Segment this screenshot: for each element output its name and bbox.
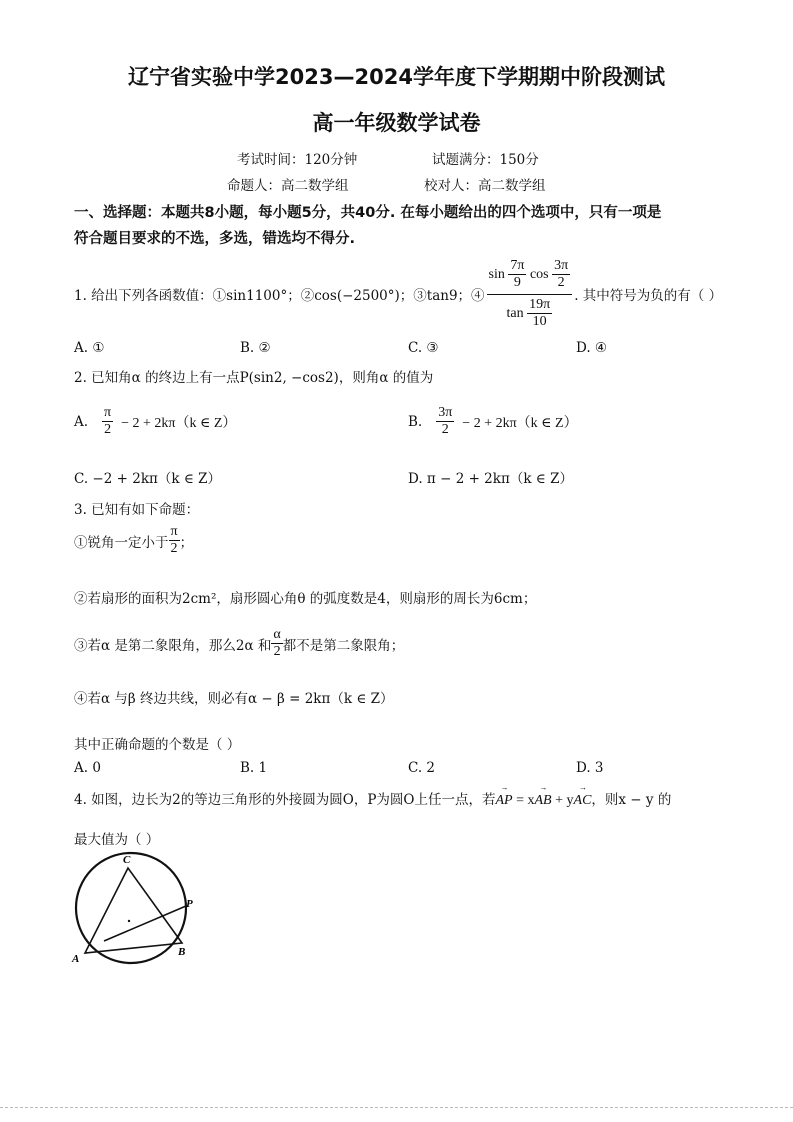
q2-option-b[interactable] [408,405,578,438]
circle-o [76,853,186,963]
q3-s1-num: π [169,524,180,541]
page-subtitle: 高一年级数学试卷 [312,111,481,135]
author: 命题人：高二数学组 [227,178,349,194]
q1-num-b-n: 3π [552,258,570,275]
q1-den-d: 10 [532,313,547,329]
q3-s3-num: α [271,627,282,644]
center-point [128,920,130,922]
q4-vec-ab: AB [534,793,552,808]
q1-fraction [487,258,573,329]
q4-vec-ap: AP [495,793,513,808]
q4-line2: 最大值为（ ） [74,832,160,848]
q4-line1-post: ，则x − y 的 [591,792,672,808]
q3-option-c[interactable]: C. 2 [408,760,436,776]
q1-prefix: 1. 给出下列各函数值：①sin1100°；②cos(−2500°)；③tan9；④ [74,288,485,304]
q4-vec-ac: AC [573,793,592,808]
q1-suffix: . 其中符号为负的有（ ） [574,288,723,304]
q3-s1-den: 2 [170,541,178,557]
q3-s1-pre: ①锐角一定小于 [74,534,169,551]
q1-tan: tan [506,305,524,321]
q2-a-label: A. [74,413,89,430]
q2-option-d[interactable]: D. π − 2 + 2kπ（k ∈ Z） [408,471,573,487]
q3-statement-3 [74,627,404,660]
question-1 [74,255,722,333]
section-heading-line2: 符合题目要求的不选，多选，错选均不得分. [74,231,356,247]
q2-b-num: 3π [436,405,454,422]
label-p: P [186,898,193,910]
q3-ask: 其中正确命题的个数是（ ） [74,737,241,753]
q1-option-d[interactable]: D. ④ [576,340,608,356]
q3-statement-2: ②若扇形的面积为2cm²，扇形圆心角θ 的弧度数是4，则扇形的周长为6cm； [74,591,537,607]
section-heading-line1: 一、选择题：本题共8小题，每小题5分，共40分. 在每小题给出的四个选项中，只有一项是 [74,205,662,221]
triangle-abc [85,868,182,953]
full-score: 试题满分：150分 [432,152,539,168]
exam-time: 考试时间：120分钟 [237,152,358,168]
question-2: 2. 已知角α 的终边上有一点P(sin2, −cos2)，则角α 的值为 [74,370,434,386]
vector-arrow-icon: → [500,783,508,792]
label-c: C [123,854,131,866]
q3-option-b[interactable]: B. 1 [240,760,268,776]
q1-num-a-n: 7π [508,258,526,275]
vector-arrow-icon: → [539,783,547,792]
q1-sin: sin [488,267,505,283]
q1-option-b[interactable]: B. ② [240,340,271,356]
proofreader: 校对人：高二数学组 [424,178,546,194]
q3-option-d[interactable]: D. 3 [576,760,604,776]
q3-statement-1 [74,524,193,557]
q2-a-tail: − 2 + 2kπ（k ∈ Z） [121,415,237,431]
q2-option-c[interactable]: C. −2 + 2kπ（k ∈ Z） [74,471,222,487]
q1-num-a-d: 9 [513,275,521,291]
q1-cos: cos [529,267,549,283]
q3-option-a[interactable]: A. 0 [74,760,101,776]
q2-b-tail: − 2 + 2kπ（k ∈ Z） [462,415,578,431]
q2-option-a[interactable] [74,405,236,438]
page-title: 辽宁省实验中学2023—2024学年度下学期期中阶段测试 [128,65,665,89]
q4-eq: = x [512,793,535,808]
page-bottom-divider [0,1107,793,1108]
vector-arrow-icon: → [578,783,586,792]
q3-s3-den: 2 [273,644,281,660]
q1-option-a[interactable]: A. ① [74,340,105,356]
segment-ap [104,906,186,941]
q2-b-label: B. [408,413,423,430]
label-b: B [178,946,186,958]
q4-plus: + y [551,793,574,808]
q4-figure [66,848,206,968]
q4-line1-pre: 4. 如图，边长为2的等边三角形的外接圆为圆O，P为圆O上任一点，若 [74,792,496,808]
question-3: 3. 已知有如下命题： [74,502,200,518]
q3-statement-4: ④若α 与β 终边共线，则必有α − β = 2kπ（k ∈ Z） [74,691,394,707]
q3-s1-post: ； [179,534,194,551]
q3-s3-pre: ③若α 是第二象限角，那么2α 和 [74,637,272,654]
question-4 [74,783,672,809]
q2-b-den: 2 [441,422,449,438]
q2-a-num: π [102,405,113,422]
q1-option-c[interactable]: C. ③ [408,340,439,356]
q1-den-n: 19π [527,297,552,314]
label-a: A [72,953,80,965]
q2-a-den: 2 [104,422,112,438]
q1-num-b-d: 2 [557,275,565,291]
q3-s3-post: 都不是第二象限角； [282,637,405,654]
